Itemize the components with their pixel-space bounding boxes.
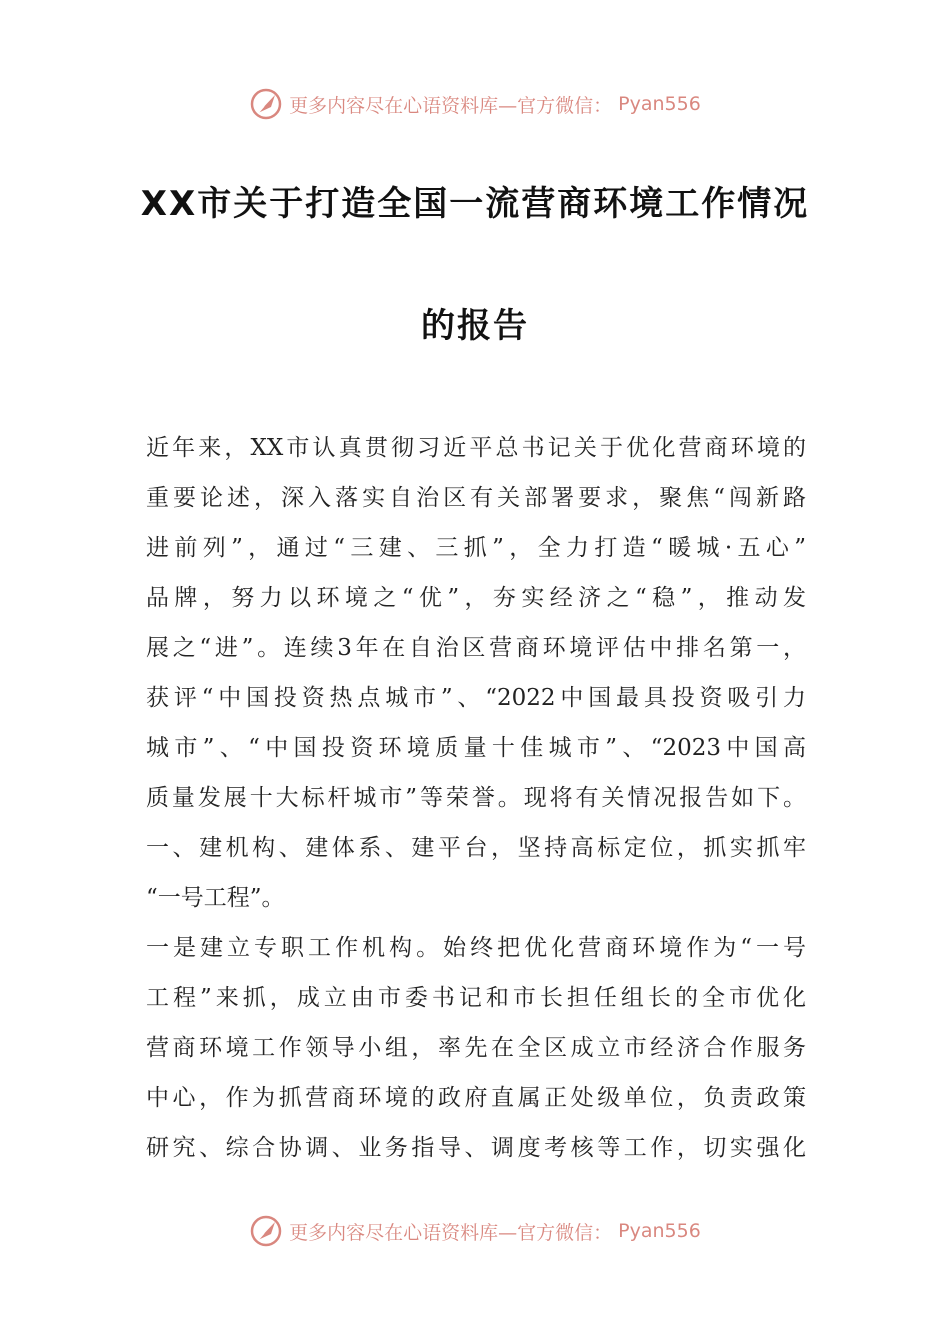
body-line: 获评“中国投资热点城市”、“2022中国最具投资吸引力 xyxy=(146,685,806,711)
body-line: 重要论述，深入落实自治区有关部署要求，聚焦“闯新路 xyxy=(146,485,806,511)
body-line: 工程”来抓，成立由市委书记和市长担任组长的全市优化 xyxy=(146,985,806,1011)
watermark-wechat-id: Pyan556 xyxy=(618,1220,701,1242)
body-line: 研究、综合协调、业务指导、调度考核等工作，切实强化 xyxy=(146,1135,806,1161)
watermark-text: 更多内容尽在心语资料库—官方微信： xyxy=(289,1221,613,1244)
body-line: 营商环境工作领导小组，率先在全区成立市经济合作服务 xyxy=(146,1035,806,1061)
section-heading-line: “一号工程”。 xyxy=(146,885,285,911)
document-title-line-1: XX市关于打造全国一流营商环境工作情况 xyxy=(140,184,810,224)
document-title-line-2: 的报告 xyxy=(421,306,529,346)
quill-logo-icon xyxy=(249,1214,283,1248)
body-line: 近年来，XX市认真贯彻习近平总书记关于优化营商环境的 xyxy=(146,435,806,461)
body-line: 展之“进”。连续3年在自治区营商环境评估中排名第一， xyxy=(146,635,806,661)
watermark-header xyxy=(0,84,950,124)
section-heading-line: 一、建机构、建体系、建平台，坚持高标定位，抓实抓牢 xyxy=(146,835,806,861)
body-line: 一是建立专职工作机构。始终把优化营商环境作为“一号 xyxy=(146,935,806,961)
watermark-footer xyxy=(0,1211,950,1251)
body-line: 品牌，努力以环境之“优”，夯实经济之“稳”，推动发 xyxy=(146,585,806,611)
quill-logo-icon xyxy=(249,87,283,121)
document-body xyxy=(146,423,806,1173)
body-line: 中心，作为抓营商环境的政府直属正处级单位，负责政策 xyxy=(146,1085,806,1111)
watermark-wechat-id: Pyan556 xyxy=(618,93,701,115)
body-line: 质量发展十大标杆城市”等荣誉。现将有关情况报告如下。 xyxy=(146,785,806,811)
body-line: 进前列”，通过“三建、三抓”，全力打造“暖城·五心” xyxy=(146,535,806,561)
watermark-text: 更多内容尽在心语资料库—官方微信： xyxy=(289,94,613,117)
body-line: 城市”、“中国投资环境质量十佳城市”、“2023中国高 xyxy=(146,735,806,761)
